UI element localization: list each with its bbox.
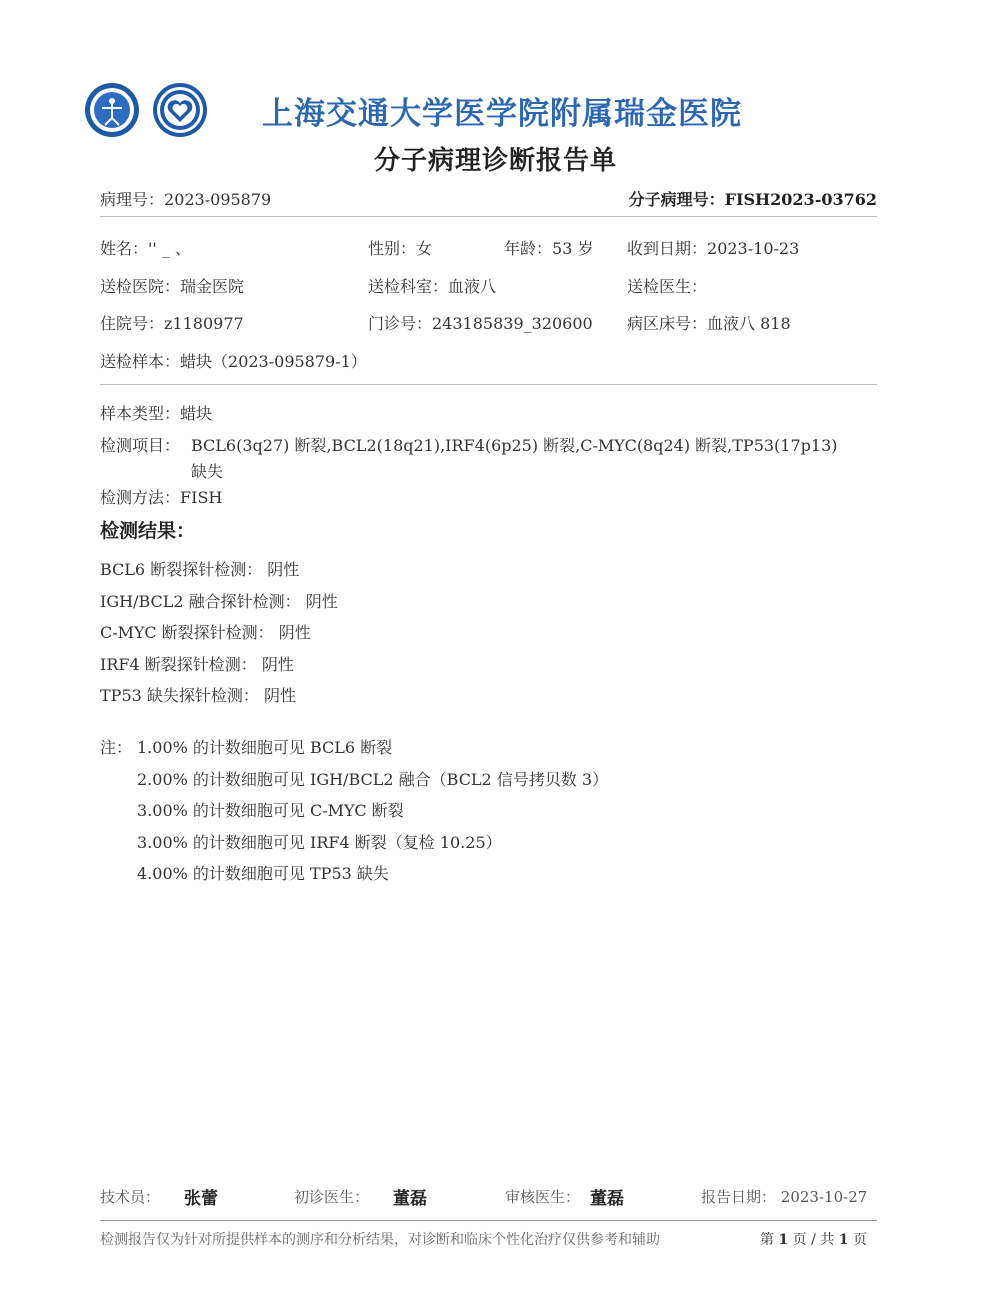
sex-label: 性别： bbox=[368, 239, 417, 258]
page-number: 1 bbox=[778, 1232, 789, 1248]
received-label: 收到日期： bbox=[627, 239, 708, 258]
result-value: 阴性 bbox=[267, 560, 300, 579]
patient-sex bbox=[368, 236, 432, 259]
ward-label: 病区床号： bbox=[627, 314, 708, 333]
page-indicator bbox=[760, 1229, 867, 1249]
method-value: FISH bbox=[180, 488, 223, 507]
result-value: 阴性 bbox=[305, 592, 338, 611]
test-items-line1: BCL6(3q27) 断裂,BCL2(18q21),IRF4(6p25) 断裂,C-MYC(8q24) 断裂,TP53(17p13) bbox=[191, 436, 838, 455]
inpatient-number bbox=[100, 311, 244, 334]
result-probe: IRF4 断裂探针检测： bbox=[100, 655, 257, 674]
patient-name bbox=[100, 236, 191, 259]
result-probe: TP53 缺失探针检测： bbox=[100, 686, 259, 705]
result-value: 阴性 bbox=[263, 686, 296, 705]
molecular-pathology-number bbox=[629, 187, 877, 210]
name-value: '' _ 、 bbox=[148, 239, 191, 258]
ward-bed bbox=[627, 311, 791, 334]
divider bbox=[100, 384, 877, 385]
sample-value: 蜡块（2023-095879-1） bbox=[180, 352, 367, 371]
sample-type bbox=[100, 401, 212, 424]
dept-value: 血液八 bbox=[448, 277, 497, 296]
technician-label: 技术员： bbox=[100, 1188, 161, 1206]
outpatient-label: 门诊号： bbox=[368, 314, 433, 333]
notes-label: 注： bbox=[100, 738, 133, 757]
pathology-number-value: 2023-095879 bbox=[164, 190, 272, 209]
result-probe: BCL6 断裂探针检测： bbox=[100, 560, 263, 579]
review-doctor-label: 审核医生： bbox=[505, 1188, 581, 1206]
page-total: 1 bbox=[838, 1232, 849, 1248]
submitting-doctor bbox=[627, 274, 707, 297]
name-label: 姓名： bbox=[100, 239, 149, 258]
report-date bbox=[701, 1186, 867, 1207]
result-probe: IGH/BCL2 融合探针检测： bbox=[100, 592, 301, 611]
result-probe: C-MYC 断裂探针检测： bbox=[100, 623, 274, 642]
doctor-label: 送检医生： bbox=[627, 277, 708, 296]
result-value: 阴性 bbox=[278, 623, 311, 642]
hospital-label: 送检医院： bbox=[100, 277, 181, 296]
results-heading: 检测结果： bbox=[100, 520, 196, 542]
mol-number-value: FISH2023-03762 bbox=[724, 190, 877, 209]
report-title: 分子病理诊断报告单 bbox=[374, 146, 618, 176]
note-line: 2.00% 的计数细胞可见 IGH/BCL2 融合（BCL2 信号拷贝数 3） bbox=[137, 770, 609, 789]
method-label: 检测方法： bbox=[100, 488, 181, 507]
dept-label: 送检科室： bbox=[368, 277, 449, 296]
inpatient-value: z1180977 bbox=[164, 314, 244, 333]
result-line bbox=[100, 557, 299, 580]
school-emblem-logo bbox=[84, 82, 140, 138]
age-label: 年龄： bbox=[504, 239, 553, 258]
test-method bbox=[100, 485, 222, 508]
received-value: 2023-10-23 bbox=[707, 239, 800, 258]
submitting-dept bbox=[368, 274, 496, 297]
technician-name: 张蕾 bbox=[184, 1189, 218, 1209]
hospital-emblem-logo bbox=[152, 82, 208, 138]
page-suffix: 页 bbox=[852, 1232, 867, 1248]
result-line bbox=[100, 652, 294, 675]
pathology-number bbox=[100, 187, 271, 210]
review-doctor-name: 董磊 bbox=[590, 1189, 624, 1209]
note-line: 4.00% 的计数细胞可见 TP53 缺失 bbox=[137, 864, 389, 883]
divider bbox=[100, 216, 877, 217]
hospital-value: 瑞金医院 bbox=[180, 277, 245, 296]
sample-type-value: 蜡块 bbox=[180, 404, 213, 423]
result-line bbox=[100, 620, 311, 643]
age-value: 53 岁 bbox=[552, 239, 594, 258]
mol-number-label: 分子病理号： bbox=[628, 190, 725, 209]
result-value: 阴性 bbox=[261, 655, 294, 674]
note-line: 1.00% 的计数细胞可见 BCL6 断裂 bbox=[137, 738, 393, 757]
pathology-number-label: 病理号： bbox=[100, 190, 165, 209]
ward-value: 血液八 818 bbox=[707, 314, 791, 333]
outpatient-number bbox=[368, 311, 593, 334]
sex-value: 女 bbox=[416, 239, 433, 258]
submitted-sample bbox=[100, 349, 367, 372]
test-items-line2: 缺失 bbox=[191, 462, 224, 481]
test-items-label: 检测项目： bbox=[100, 436, 181, 455]
note-line: 3.00% 的计数细胞可见 IRF4 断裂（复检 10.25） bbox=[137, 833, 502, 852]
page-mid: 页 / 共 bbox=[792, 1232, 835, 1248]
page-prefix: 第 bbox=[760, 1232, 774, 1248]
outpatient-value: 243185839_320600 bbox=[432, 314, 593, 333]
inpatient-label: 住院号： bbox=[100, 314, 165, 333]
sample-type-label: 样本类型： bbox=[100, 404, 181, 423]
initial-doctor-label: 初诊医生： bbox=[294, 1188, 370, 1206]
patient-age bbox=[504, 236, 593, 259]
note-line: 3.00% 的计数细胞可见 C-MYC 断裂 bbox=[137, 801, 404, 820]
initial-doctor-name: 董磊 bbox=[393, 1189, 427, 1209]
sample-label: 送检样本： bbox=[100, 352, 181, 371]
received-date bbox=[627, 236, 799, 259]
hospital-title: 上海交通大学医学院附属瑞金医院 bbox=[262, 96, 742, 132]
report-date-value: 2023-10-27 bbox=[780, 1188, 868, 1206]
disclaimer: 检测报告仅为针对所提供样本的测序和分析结果，对诊断和临床个性化治疗仅供参考和辅助 bbox=[100, 1232, 660, 1248]
report-date-label: 报告日期： bbox=[701, 1188, 777, 1206]
submitting-hospital bbox=[100, 274, 244, 297]
result-line bbox=[100, 683, 296, 706]
result-line bbox=[100, 589, 338, 612]
footer-divider bbox=[100, 1220, 877, 1221]
